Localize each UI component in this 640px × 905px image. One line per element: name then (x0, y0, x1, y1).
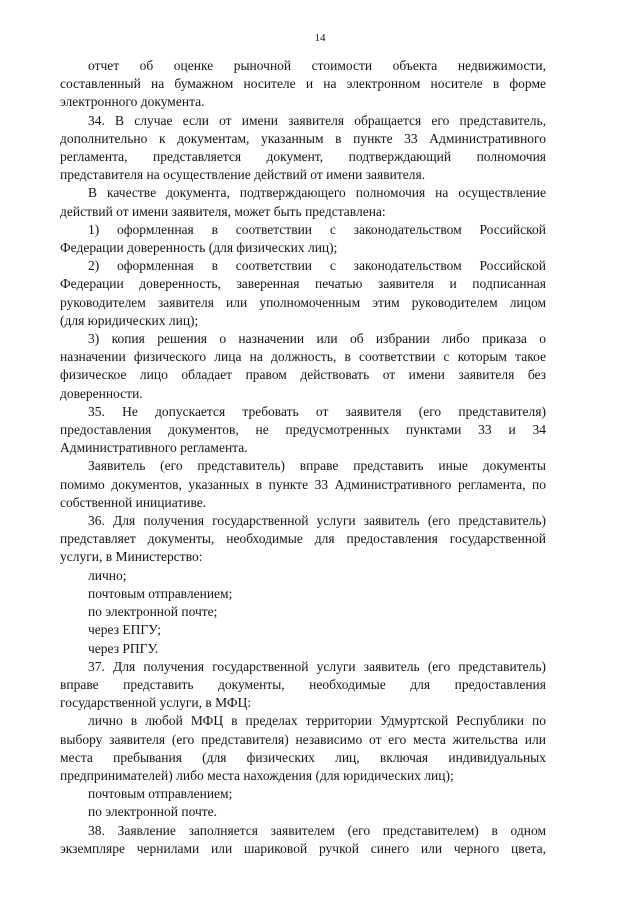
paragraph (60, 803, 546, 821)
paragraph (60, 585, 546, 603)
text-line: доверенности. (60, 385, 143, 401)
paragraph (60, 621, 546, 639)
text-line: отчет об оценке рыночной стоимости объекта недвижимости, (88, 58, 546, 73)
paragraph (60, 330, 546, 403)
text-line: услуги, в Министерство: (60, 549, 203, 565)
document-body (60, 57, 546, 858)
text-line: выбору заявителя (его представителя) независимо от его места жительства или (60, 731, 546, 747)
paragraph (60, 712, 546, 785)
text-line: экземпляре чернилами или шариковой ручкой синего или черного цвета, (60, 840, 546, 856)
text-line: места пребывания (для физических лиц, включая индивидуальных (60, 749, 546, 765)
paragraph (60, 822, 546, 858)
text-line: представляет документы, необходимые для предоставления государственной (60, 531, 546, 547)
text-line: собственной инициативе. (60, 494, 207, 510)
paragraph (60, 785, 546, 803)
paragraph (60, 603, 546, 621)
text-line: 37. Для получения государственной услуги заявитель (его представитель) (88, 658, 546, 674)
text-line: регламента, представляется документ, подтверждающий полномочия (60, 149, 546, 165)
paragraph (60, 57, 546, 112)
paragraph (60, 457, 546, 512)
text-line: вправе представить документы, необходимые для предоставления (60, 676, 546, 692)
text-line: физическое лицо обладает правом действовать от имени заявителя без (60, 367, 546, 383)
paragraph (60, 512, 546, 567)
paragraph (60, 658, 546, 713)
text-line: через РПГУ. (88, 640, 159, 656)
text-line: 38. Заявление заполняется заявителем (его представителем) в одном (88, 822, 546, 838)
text-line: 34. В случае если от имени заявителя обращается его представитель, (88, 112, 546, 128)
paragraph (60, 112, 546, 185)
text-line: 36. Для получения государственной услуги заявитель (его представитель) (88, 513, 546, 529)
text-line: государственной услуги, в МФЦ: (60, 695, 252, 711)
text-line: руководителем заявителя или уполномоченным этим руководителем лицом (60, 294, 546, 310)
text-line: (для юридических лиц); (60, 312, 199, 328)
text-line: по электронной почте. (88, 804, 218, 820)
paragraph (60, 184, 546, 220)
text-line: электронного документа. (60, 94, 205, 110)
text-line: Федерации доверенность (для физических лиц); (60, 240, 338, 256)
text-line: почтовым отправлением; (88, 585, 233, 601)
paragraph (60, 640, 546, 658)
text-line: по электронной почте; (88, 604, 218, 620)
text-line: представителя на осуществление действий от имени заявителя. (60, 167, 426, 183)
text-line: дополнительно к документам, указанным в пункте 33 Административного (60, 130, 546, 146)
text-line: назначении физического лица на должность, в соответствии с которым такое (60, 349, 546, 365)
text-line: 3) копия решения о назначении или об избрании либо приказа о (88, 331, 546, 347)
text-line: действий от имени заявителя, может быть представлена: (60, 203, 386, 219)
text-line: составленный на бумажном носителе и на электронном носителе в форме (60, 76, 546, 92)
text-line: 35. Не допускается требовать от заявителя (его представителя) (88, 403, 546, 419)
text-line: Федерации доверенность, заверенная печатью заявителя и подписанная (60, 276, 546, 292)
text-line: Заявитель (его представитель) вправе представить иные документы (88, 458, 546, 474)
paragraph (60, 221, 546, 257)
paragraph (60, 567, 546, 585)
text-line: предоставления документов, не предусмотренных пунктами 33 и 34 (60, 422, 546, 438)
paragraph (60, 403, 546, 458)
paragraph (60, 257, 546, 330)
text-line: почтовым отправлением; (88, 786, 233, 802)
text-line: помимо документов, указанных в пункте 33 Административного регламента, по (60, 476, 546, 492)
text-line: В качестве документа, подтверждающего полномочия на осуществление (88, 185, 546, 201)
text-line: 1) оформленная в соответствии с законодательством Российской (88, 221, 546, 237)
text-line: предпринимателей) либо места нахождения (для юридических лиц); (60, 767, 454, 783)
text-line: лично; (88, 567, 127, 583)
page-number: 14 (314, 32, 326, 44)
text-line: через ЕПГУ; (88, 622, 161, 638)
text-line: 2) оформленная в соответствии с законодательством Российской (88, 258, 546, 274)
text-line: Административного регламента. (60, 440, 248, 456)
text-line: лично в любой МФЦ в пределах территории Удмуртской Республики по (88, 713, 546, 729)
